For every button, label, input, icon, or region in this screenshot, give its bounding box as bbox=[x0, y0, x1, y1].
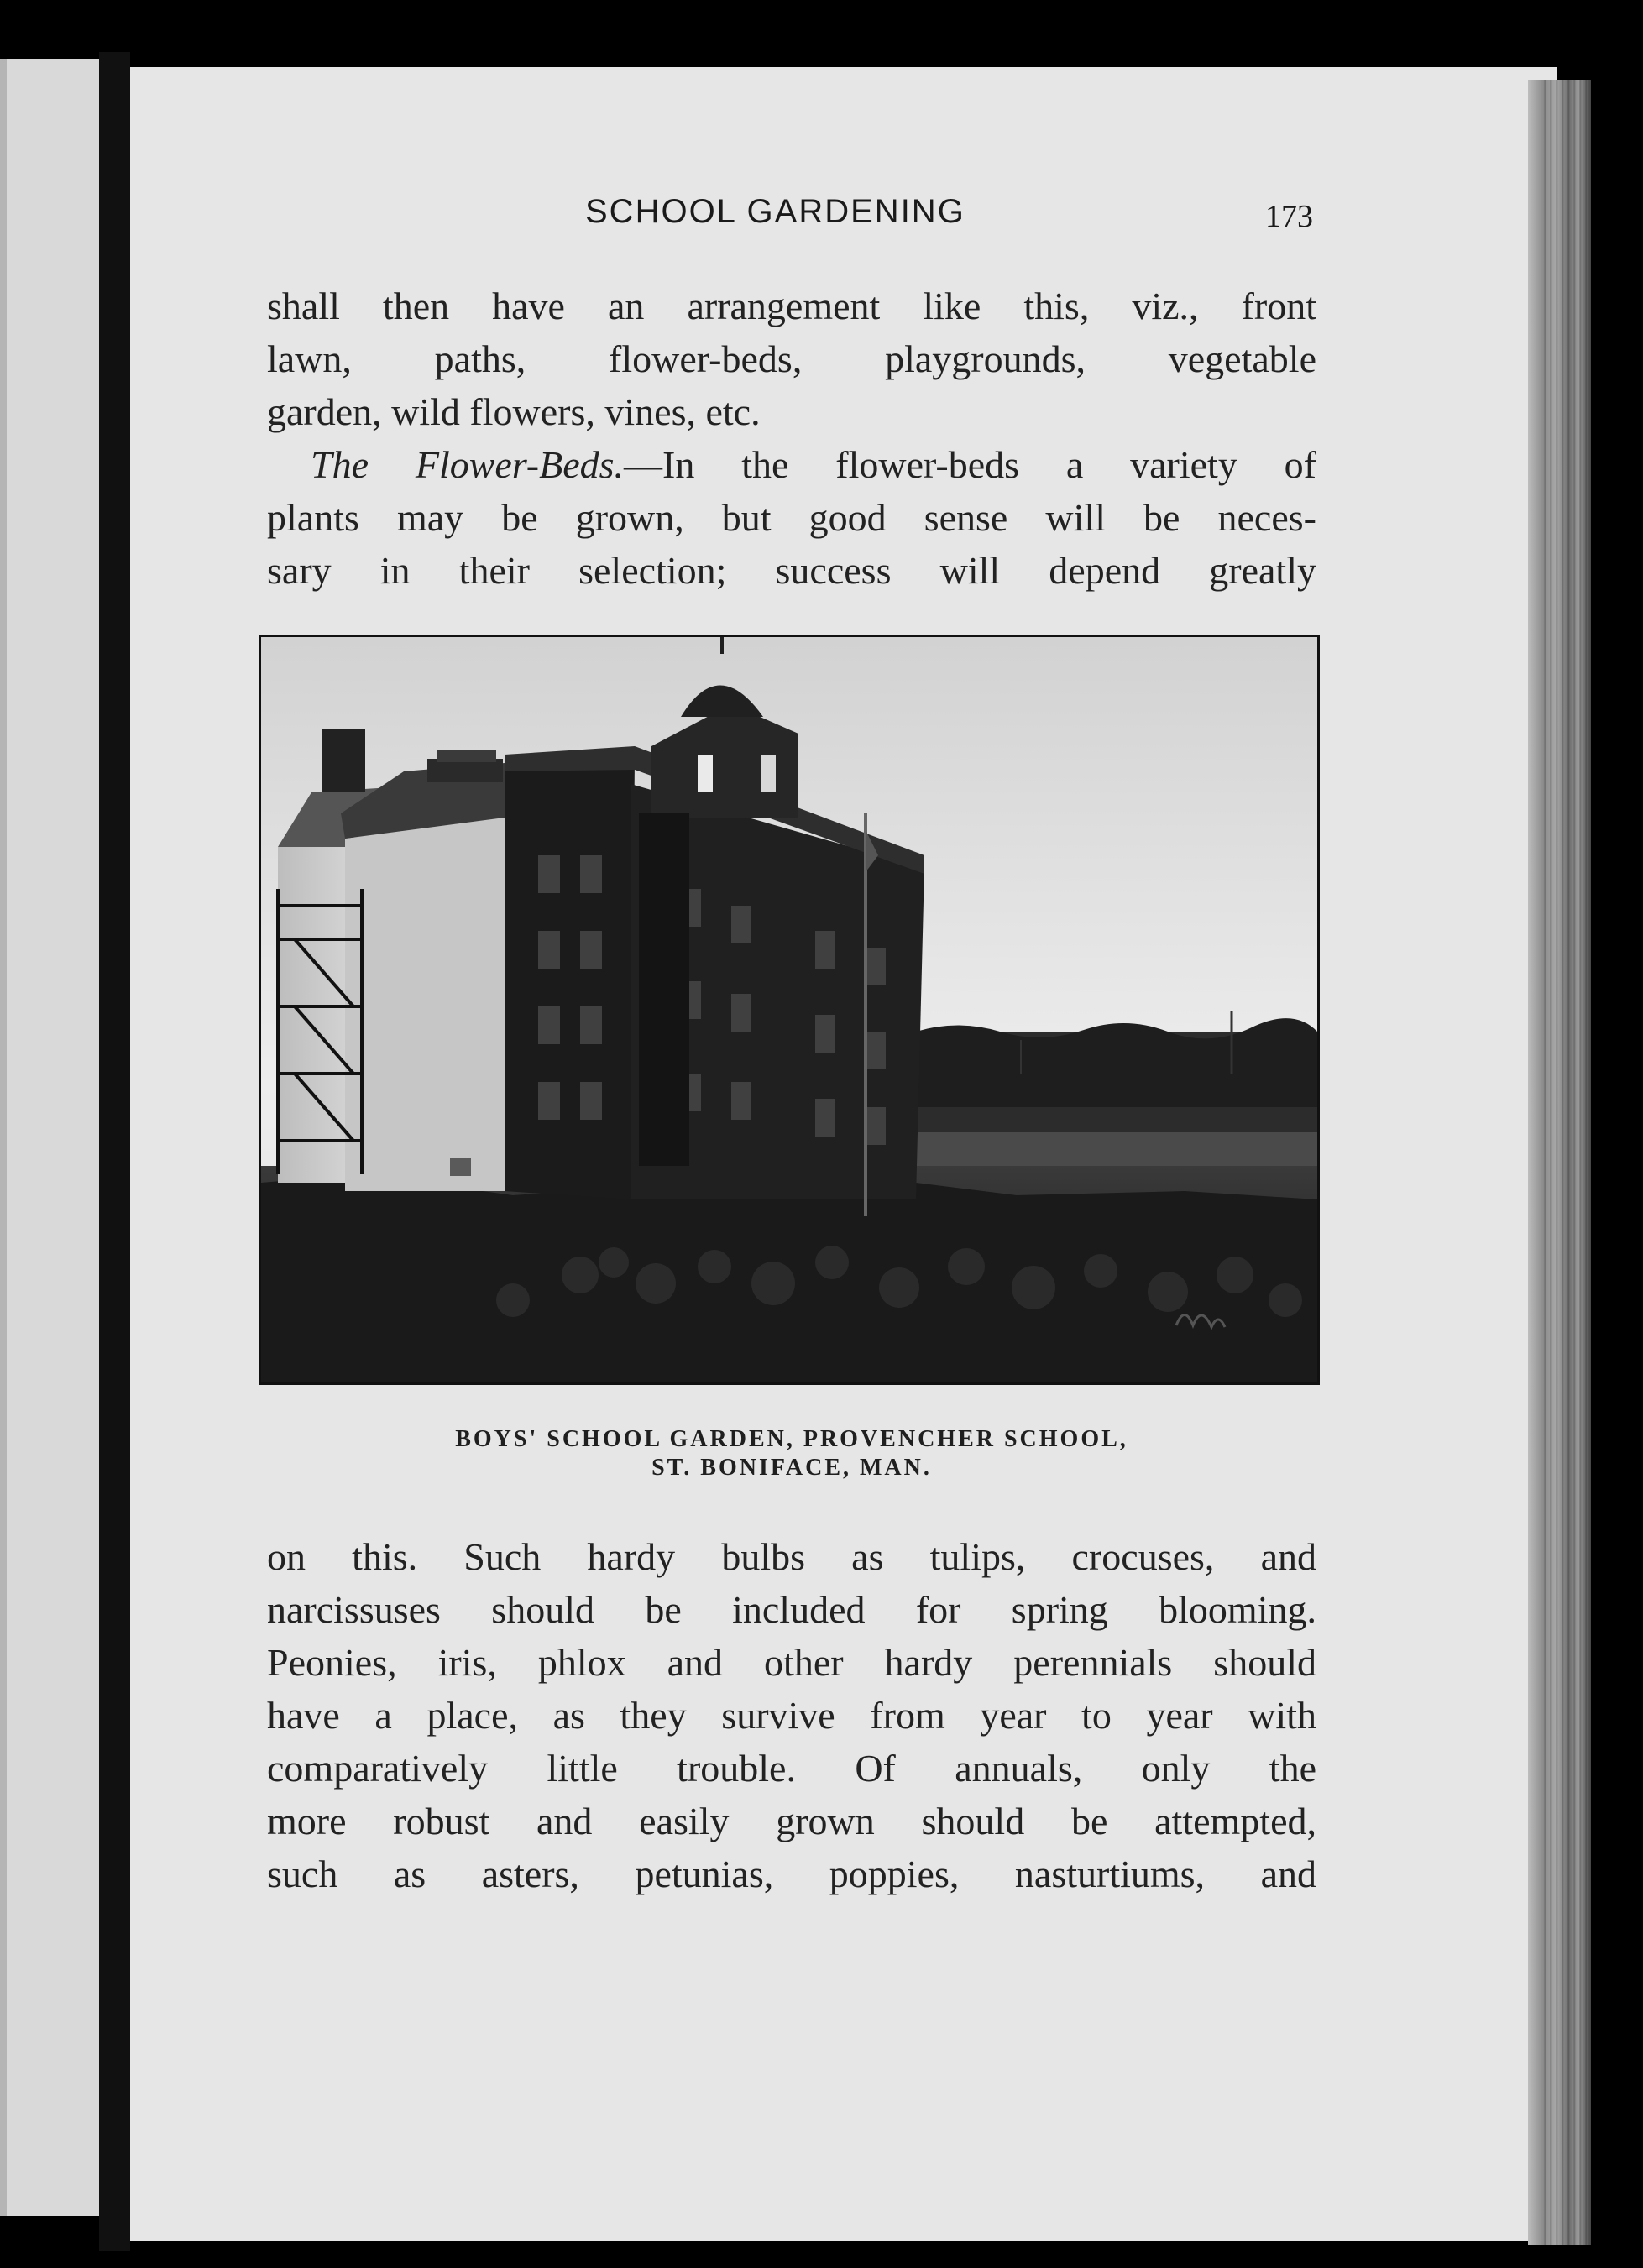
text-run: —In the flower-beds a variety of bbox=[624, 443, 1316, 486]
text-line bbox=[267, 438, 1316, 491]
text-line: comparatively little trouble. Of annuals, only the bbox=[267, 1747, 1316, 1790]
text-line: Peonies, iris, phlox and other hardy perennials should bbox=[267, 1641, 1316, 1684]
text-line: on this. Such hardy bulbs as tulips, crocuses, and bbox=[267, 1535, 1316, 1578]
running-head: SCHOOL GARDENING bbox=[585, 193, 965, 230]
text-line: narcissuses should be included for spring blooming. bbox=[267, 1588, 1316, 1631]
caption-line: ST. BONIFACE, MAN. bbox=[651, 1455, 932, 1481]
figure-caption bbox=[267, 1425, 1316, 1482]
caption-line: BOYS' SCHOOL GARDEN, PROVENCHER SCHOOL, bbox=[455, 1426, 1128, 1452]
facing-page-edge bbox=[0, 59, 7, 2216]
photo-illustration bbox=[261, 637, 1317, 1382]
page-number: 173 bbox=[1265, 199, 1313, 234]
section-heading: The Flower-Beds. bbox=[311, 443, 625, 486]
text-line: garden, wild flowers, vines, etc. bbox=[267, 390, 761, 433]
page-header bbox=[0, 193, 1643, 243]
text-line: plants may be grown, but good sense will be neces- bbox=[267, 496, 1316, 539]
page-stack-lines bbox=[1541, 80, 1587, 2245]
book-gutter bbox=[99, 52, 130, 2251]
school-garden-photograph bbox=[259, 635, 1320, 1385]
paragraph-flower-beds bbox=[267, 438, 1316, 597]
paragraph-bottom bbox=[267, 1530, 1316, 1900]
text-line: shall then have an arrangement like this, viz., front bbox=[267, 285, 1316, 327]
text-line: lawn, paths, flower-beds, playgrounds, vegetable bbox=[267, 337, 1316, 380]
text-line: such as asters, petunias, poppies, nasturtiums, and bbox=[267, 1853, 1316, 1895]
text-line: have a place, as they survive from year to year with bbox=[267, 1694, 1316, 1737]
text-line: more robust and easily grown should be attempted, bbox=[267, 1800, 1316, 1842]
facing-page-margin bbox=[0, 59, 109, 2216]
paragraph-top bbox=[267, 280, 1316, 438]
text-line: sary in their selection; success will depend greatly bbox=[267, 549, 1316, 592]
